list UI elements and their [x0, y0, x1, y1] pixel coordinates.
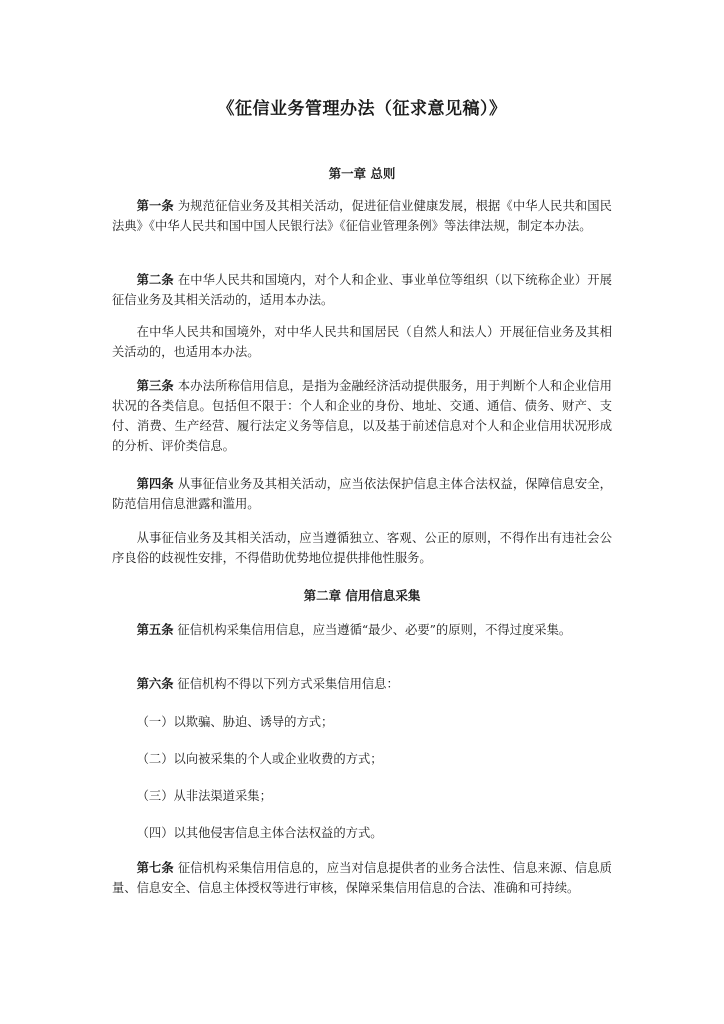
document-title: 《征信业务管理办法（征求意见稿）》 — [217, 99, 507, 119]
article-label: 第一条 — [136, 199, 174, 213]
article-text: 征信机构采集信用信息的，应当对信息提供者的业务合法性、信息来源、信息质量、信息安全、信息主体授权等进行审核，保障采集信用信息的合法、准确和可持续。 — [112, 861, 612, 895]
article-label: 第三条 — [136, 379, 174, 393]
article-text: 为规范征信业务及其相关活动，促进征信业健康发展，根据《中华人民共和国民法典》《中华人民共和国中国人民银行法》《征信业管理条例》等法律法规，制定本办法。 — [112, 199, 612, 233]
chapter-heading-2: 第二章 信用信息采集 — [303, 588, 421, 603]
article-1 — [112, 196, 612, 236]
article-label: 第二条 — [136, 273, 174, 287]
article-5 — [112, 620, 612, 640]
article-7 — [112, 858, 612, 898]
article-2 — [112, 270, 612, 310]
article-label: 第五条 — [136, 623, 174, 637]
article-text: 征信机构采集信用信息，应当遵循“最少、必要”的原则，不得过度采集。 — [177, 623, 572, 637]
article-text: 本办法所称信用信息，是指为金融经济活动提供服务，用于判断个人和企业信用状况的各类信息。包括但不限于：个人和企业的身份、地址、交通、通信、债务、财产、支付、消费、生产经营、履行法定义务等信息，以及基于前述信息对个人和企业信用状况形成的分析、评价类信息。 — [112, 379, 612, 453]
article-3 — [112, 376, 612, 456]
article-text: 征信机构不得以下列方式采集信用信息： — [177, 677, 399, 691]
article-4 — [112, 474, 612, 514]
list-item: （二）以向被采集的个人或企业收费的方式； — [136, 752, 383, 766]
article-6 — [112, 674, 612, 694]
list-item: （一）以欺骗、胁迫、诱导的方式； — [136, 715, 334, 729]
article-2-paragraph-2: 在中华人民共和国境外，对中华人民共和国居民（自然人和法人）开展征信业务及其相关活动的，也适用本办法。 — [112, 325, 612, 359]
article-label: 第七条 — [136, 861, 174, 875]
article-label: 第四条 — [136, 477, 174, 491]
chapter-heading-1: 第一章 总则 — [328, 166, 396, 181]
article-label: 第六条 — [136, 677, 174, 691]
article-4-paragraph-2: 从事征信业务及其相关活动，应当遵循独立、客观、公正的原则，不得作出有违社会公序良俗的歧视性安排，不得借助优势地位提供排他性服务。 — [112, 531, 612, 565]
list-item: （三）从非法渠道采集； — [136, 789, 272, 803]
article-text: 从事征信业务及其相关活动，应当依法保护信息主体合法权益，保障信息安全，防范信用信息泄露和滥用。 — [112, 477, 612, 511]
article-text: 在中华人民共和国境内，对个人和企业、事业单位等组织（以下统称企业）开展征信业务及其相关活动的，适用本办法。 — [112, 273, 612, 307]
list-item: （四）以其他侵害信息主体合法权益的方式。 — [136, 826, 383, 840]
